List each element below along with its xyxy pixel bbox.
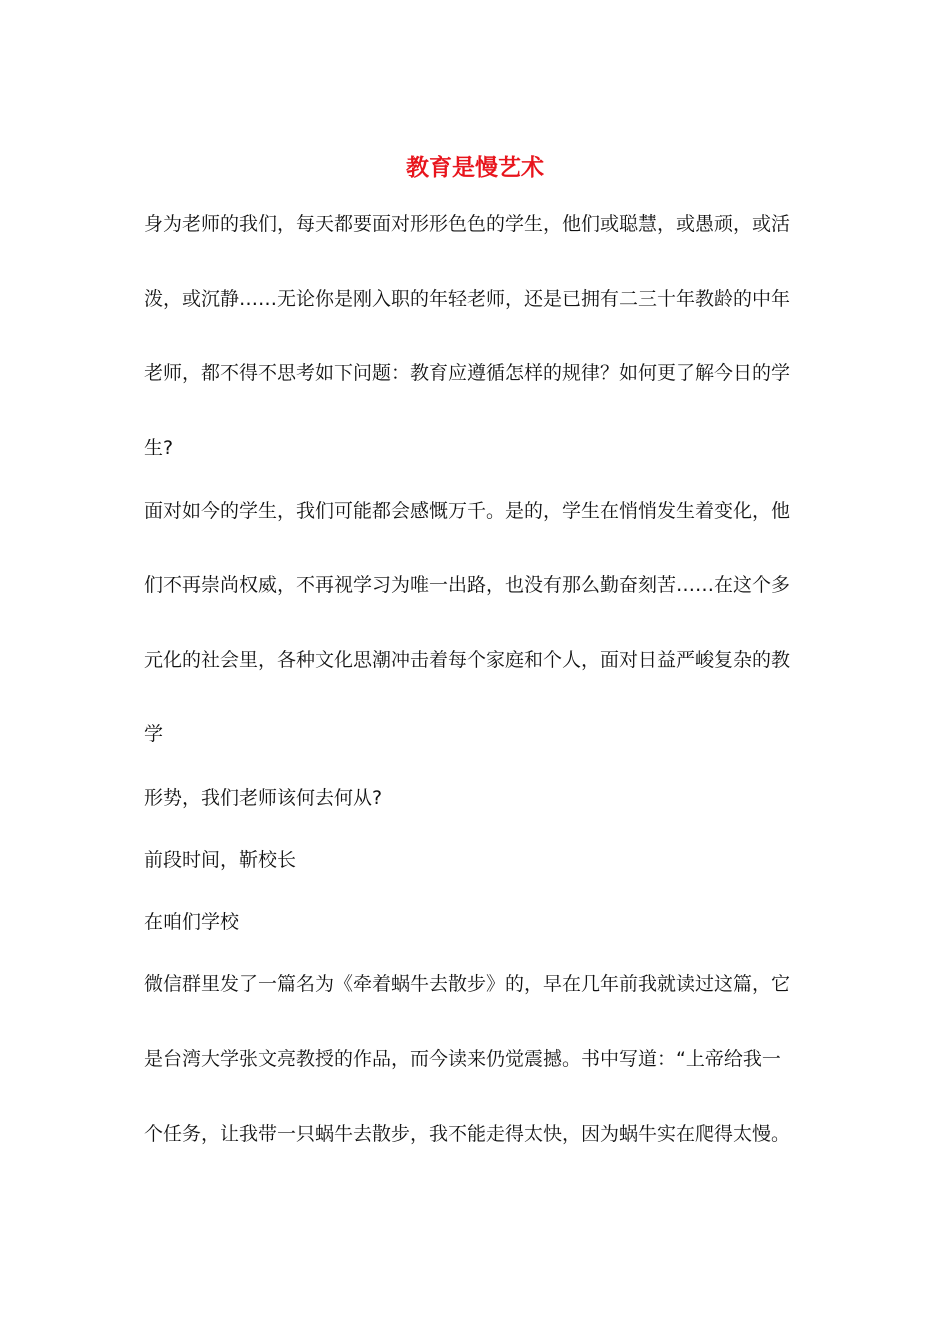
paragraph-1-line-2: 泼，或沉静……无论你是刚入职的年轻老师，还是已拥有二三十年教龄的中年	[144, 288, 791, 310]
paragraph-6-line-1: 微信群里发了一篇名为《牵着蜗牛去散步》的，早在几年前我就读过这篇，它	[144, 973, 791, 995]
paragraph-1-line-3: 老师，都不得不思考如下问题：教育应遵循怎样的规律？如何更了解今日的学	[144, 362, 791, 384]
paragraph-3: 形势，我们老师该何去何从?	[144, 787, 383, 809]
paragraph-6-line-3: 个任务，让我带一只蜗牛去散步，我不能走得太快，因为蜗牛实在爬得太慢。	[144, 1123, 791, 1145]
paragraph-6-line-2: 是台湾大学张文亮教授的作品，而今读来仍觉震撼。书中写道：“上帝给我一	[144, 1048, 781, 1070]
paragraph-2-line-2: 们不再崇尚权威，不再视学习为唯一出路，也没有那么勤奋刻苦……在这个多	[144, 574, 791, 596]
paragraph-4: 前段时间，靳校长	[144, 849, 297, 871]
paragraph-2-line-4: 学	[144, 723, 164, 745]
paragraph-5: 在咱们学校	[144, 911, 240, 933]
paragraph-1-line-4: 生?	[144, 437, 174, 459]
paragraph-2-line-1: 面对如今的学生，我们可能都会感慨万千。是的，学生在悄悄发生着变化，他	[144, 500, 791, 522]
paragraph-2-line-3: 元化的社会里，各种文化思潮冲击着每个家庭和个人，面对日益严峻复杂的教	[144, 649, 791, 671]
paragraph-1-line-1: 身为老师的我们，每天都要面对形形色色的学生，他们或聪慧，或愚顽，或活	[144, 213, 791, 235]
document-title: 教育是慢艺术	[406, 154, 544, 181]
